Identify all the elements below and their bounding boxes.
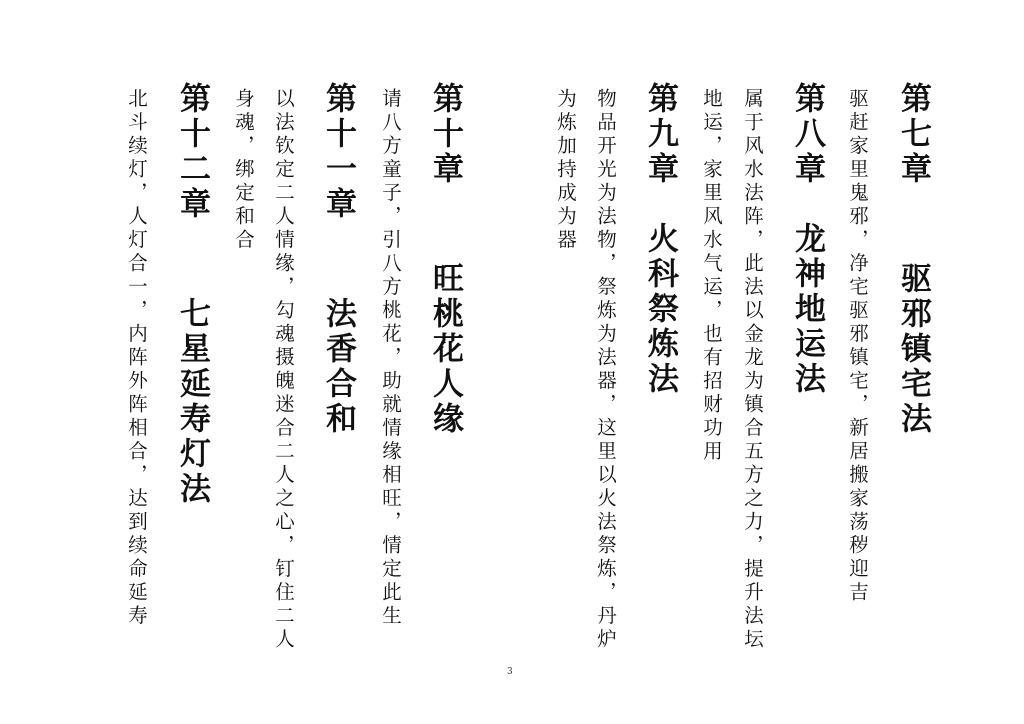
chapter-12-body-line-1: 北斗续灯，人灯合一，内阵外阵相合，达到续命延寿 xyxy=(125,88,148,629)
chapter-11-heading: 第十一章 法香合和 xyxy=(320,82,356,437)
chapter-10-body-line-1: 请八方童子，引八方桃花，助就情缘相旺，情定此生 xyxy=(379,88,402,629)
chapter-12-heading: 第十二章 七星延寿灯法 xyxy=(174,82,210,507)
chapter-9-heading: 第九章 火科祭炼法 xyxy=(642,82,678,397)
chapter-10-heading: 第十章 旺桃花人缘 xyxy=(427,82,463,437)
chapter-8-body-line-2: 地运，家里风水气运，也有招财功用 xyxy=(700,88,723,464)
chapter-9-body-line-2: 为炼加持成为器 xyxy=(554,88,577,253)
chapter-7-heading: 第七章 驱邪镇宅法 xyxy=(895,82,931,437)
chapter-9-body-line-1: 物品开光为法物，祭炼为法器，这里以火法祭炼，丹炉 xyxy=(594,88,617,652)
chapter-11-body-line-1: 以法钦定二人情缘，勾魂摄魄迷合二人之心，钉住二人 xyxy=(272,88,295,652)
page-number: 3 xyxy=(507,667,513,677)
chapter-7-body-line-1: 驱赶家里鬼邪，净宅驱邪镇宅，新居搬家荡秽迎吉 xyxy=(846,88,869,605)
chapter-8-body-line-1: 属于风水法阵，此法以金龙为镇合五方之力，提升法坛 xyxy=(741,88,764,652)
chapter-11-body-line-2: 身魂，绑定和合 xyxy=(232,88,255,253)
chapter-8-heading: 第八章 龙神地运法 xyxy=(789,82,825,397)
